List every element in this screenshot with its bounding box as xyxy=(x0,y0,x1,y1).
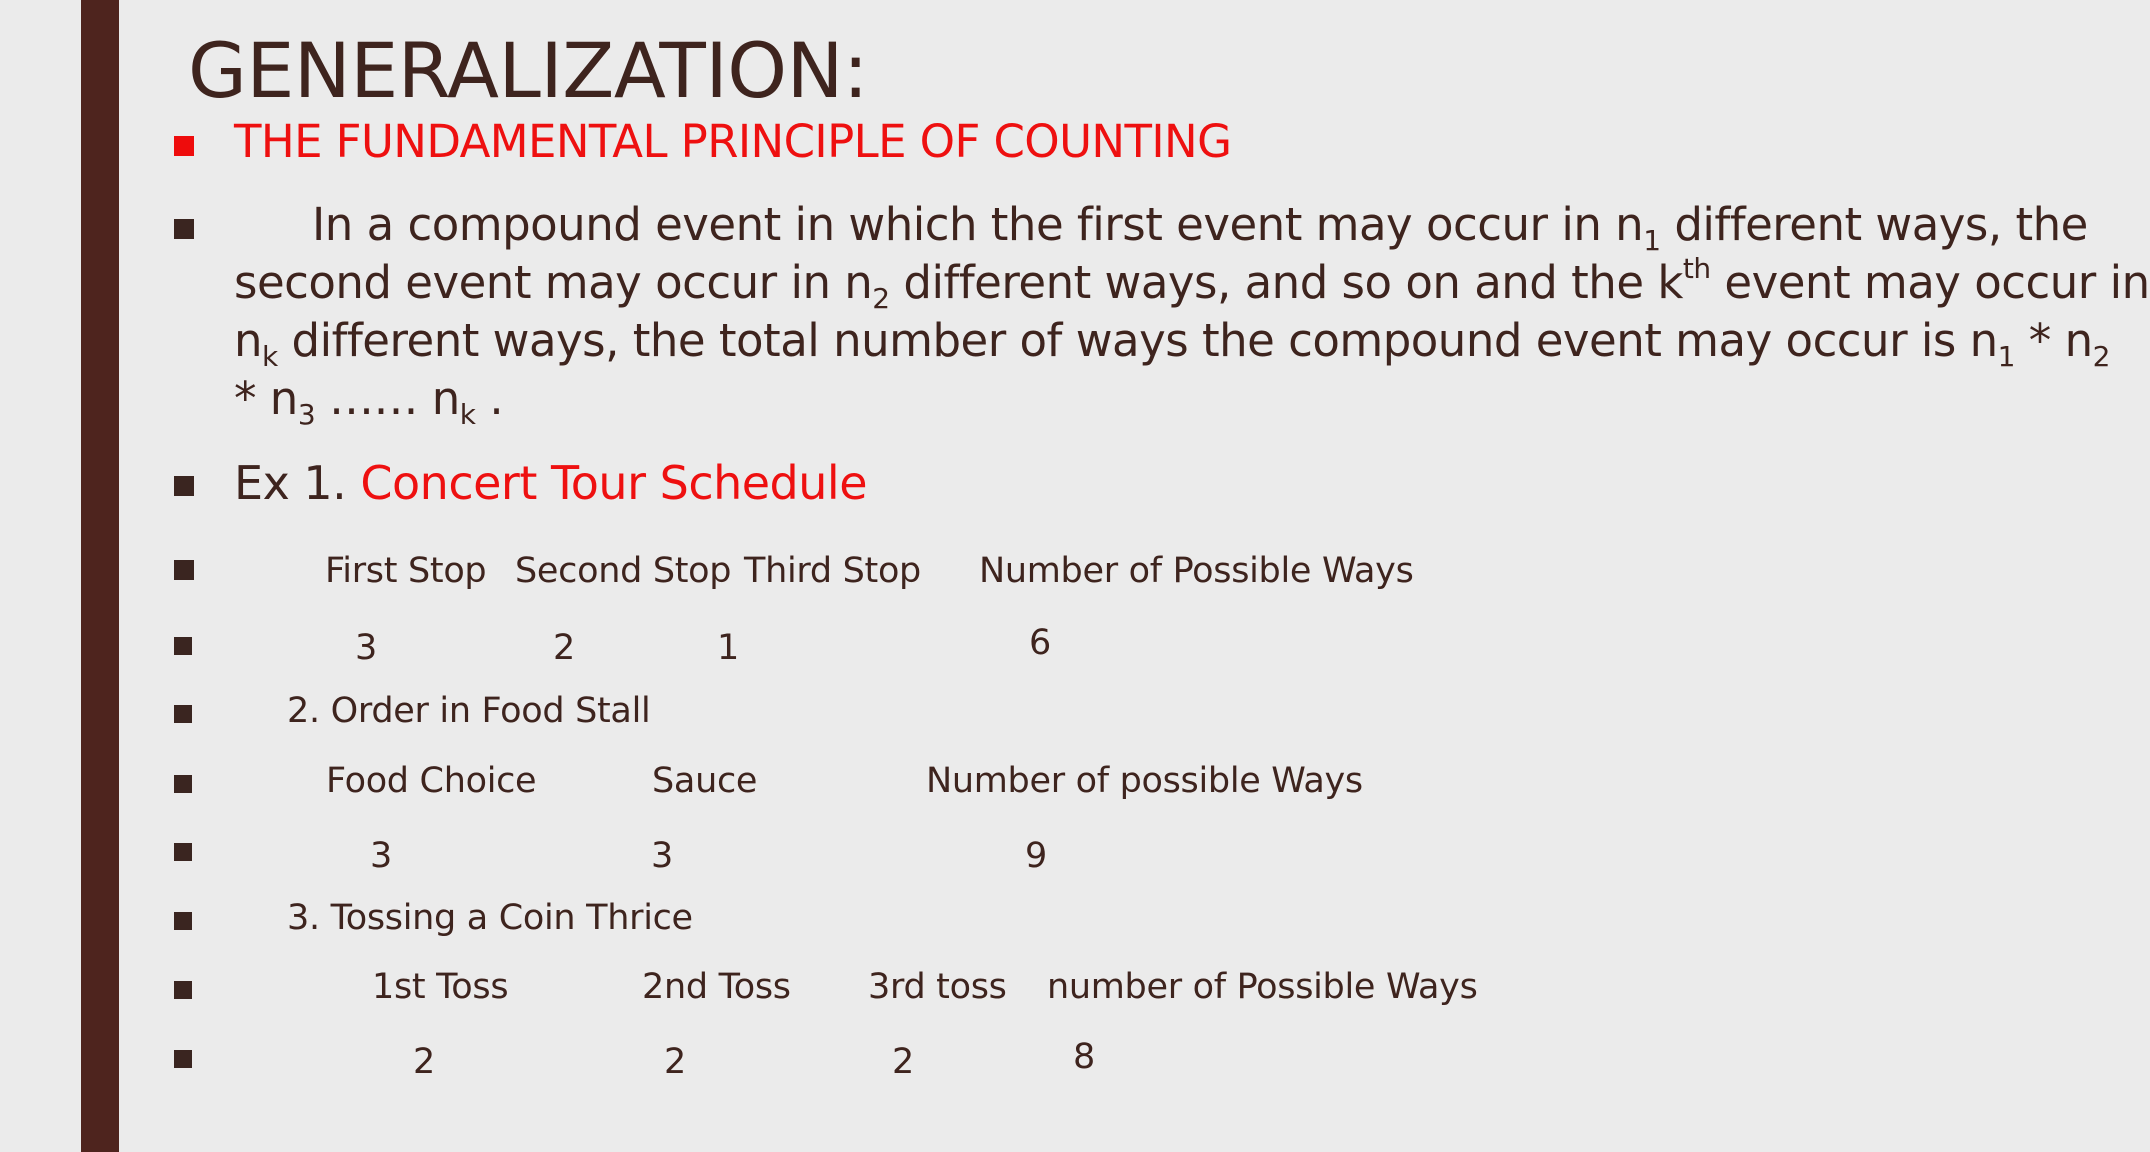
bullet-ex3-headers xyxy=(174,981,192,999)
definition-line-1: In a compound event in which the first event may occur in $n_1$ different ways, the xyxy=(312,198,2088,257)
side-accent-bar xyxy=(81,0,119,1152)
bullet-ex1-values xyxy=(174,637,192,655)
slide-title: GENERALIZATION: xyxy=(188,26,869,115)
ex1-value-third-stop: 1 xyxy=(717,628,739,668)
ex1-header-first-stop: First Stop xyxy=(325,551,487,591)
ex2-value-food-choice: 3 xyxy=(370,836,392,876)
ex2-header-possible-ways: Number of possible Ways xyxy=(926,761,1363,801)
example-1-heading xyxy=(234,454,867,512)
bullet-ex2-headers xyxy=(174,775,192,793)
definition-line-2: second event may occur in $n_2$ different ways, and so on and the $k^{th}$ event may occur in xyxy=(234,252,2150,315)
ex1-value-first-stop: 3 xyxy=(355,628,377,668)
definition-line-3: $n_k$ different ways, the total number of ways the compound event may occur is $n_1 * n_2$ xyxy=(234,314,2110,373)
example-1-name: Concert Tour Schedule xyxy=(360,456,867,510)
bullet-principle xyxy=(174,136,194,156)
example-1-prefix: Ex 1. xyxy=(234,456,361,510)
ex1-header-second-stop: Second Stop xyxy=(515,551,732,591)
ex1-header-third-stop: Third Stop xyxy=(744,551,921,591)
ex2-header-food-choice: Food Choice xyxy=(326,761,537,801)
ex3-header-1st-toss: 1st Toss xyxy=(372,967,509,1007)
ex1-value-second-stop: 2 xyxy=(553,628,575,668)
principle-heading: THE FUNDAMENTAL PRINCIPLE OF COUNTING xyxy=(234,115,1232,168)
ex3-value-possible-ways: 8 xyxy=(1073,1037,1095,1077)
bullet-ex3-values xyxy=(174,1050,192,1068)
bullet-example-3 xyxy=(174,912,192,930)
ex2-value-sauce: 3 xyxy=(651,836,673,876)
principle-definition xyxy=(234,196,2150,431)
example-2-heading: 2. Order in Food Stall xyxy=(287,691,651,731)
ex3-header-3rd-toss: 3rd toss xyxy=(868,967,1007,1007)
ex1-value-possible-ways: 6 xyxy=(1029,623,1051,663)
ex3-value-2nd-toss: 2 xyxy=(664,1042,686,1082)
bullet-example-2 xyxy=(174,705,192,723)
bullet-example-1 xyxy=(174,476,194,496)
ex3-value-1st-toss: 2 xyxy=(413,1042,435,1082)
ex3-header-possible-ways: number of Possible Ways xyxy=(1047,967,1478,1007)
example-3-heading: 3. Tossing a Coin Thrice xyxy=(287,898,693,938)
bullet-ex1-headers xyxy=(174,560,194,580)
ex2-value-possible-ways: 9 xyxy=(1025,836,1047,876)
bullet-paragraph xyxy=(174,219,194,239)
bullet-ex2-values xyxy=(174,843,192,861)
ex2-header-sauce: Sauce xyxy=(652,761,758,801)
definition-line-4: * $n_3$ …… $n_k$ . xyxy=(234,372,504,431)
ex3-header-2nd-toss: 2nd Toss xyxy=(642,967,791,1007)
ex3-value-3rd-toss: 2 xyxy=(892,1042,914,1082)
ex1-header-possible-ways: Number of Possible Ways xyxy=(979,551,1414,591)
